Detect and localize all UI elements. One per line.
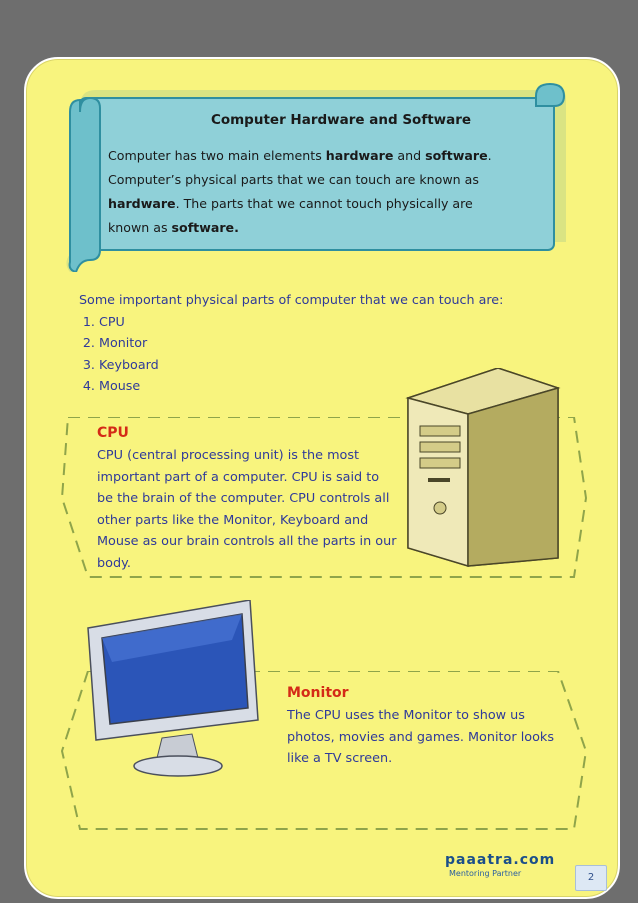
term-hardware: hardware <box>108 196 176 211</box>
scroll-paragraph <box>108 144 548 240</box>
cpu-tower-image <box>398 368 566 568</box>
monitor-description: The CPU uses the Monitor to show us photos, movies and games. Monitor looks like a TV screen. <box>287 708 554 766</box>
monitor-image <box>82 600 282 780</box>
page-number: 2 <box>575 865 607 891</box>
text: known as <box>108 220 172 235</box>
scroll-title: Computer Hardware and Software <box>210 112 472 128</box>
text: Computer’s physical parts that we can touch are known as <box>108 172 479 187</box>
list-item: 2. Monitor <box>99 332 579 354</box>
text: . The parts that we cannot touch physically are <box>175 196 473 211</box>
term-software: software. <box>171 220 239 235</box>
intro-lead: Some important physical parts of computer that we can touch are: <box>79 292 504 307</box>
text: and <box>393 148 426 163</box>
monitor-title: Monitor <box>287 685 349 701</box>
list-item: 1. CPU <box>99 311 579 333</box>
term-software: software <box>425 148 488 163</box>
cpu-description: CPU (central processing unit) is the most important part of a computer. CPU is said to be the brain of the computer. CPU controls all other parts like the Monitor, Keyboard and Mouse as our brain controls all the parts in our body. <box>97 448 397 571</box>
list-item: 3. Keyboard <box>99 354 579 376</box>
cpu-title: CPU <box>97 425 129 441</box>
scroll-banner <box>66 82 576 272</box>
text: . <box>487 148 492 163</box>
term-hardware: hardware <box>325 148 394 163</box>
logo-text: paaatra.com <box>445 852 556 868</box>
logo-tagline: Mentoring Partner <box>449 869 522 878</box>
text: Computer has two main elements <box>108 148 326 163</box>
list-item: 4. Mouse <box>99 375 579 397</box>
cpu-section <box>97 425 397 574</box>
publisher-logo <box>423 852 556 886</box>
monitor-section <box>287 685 557 770</box>
